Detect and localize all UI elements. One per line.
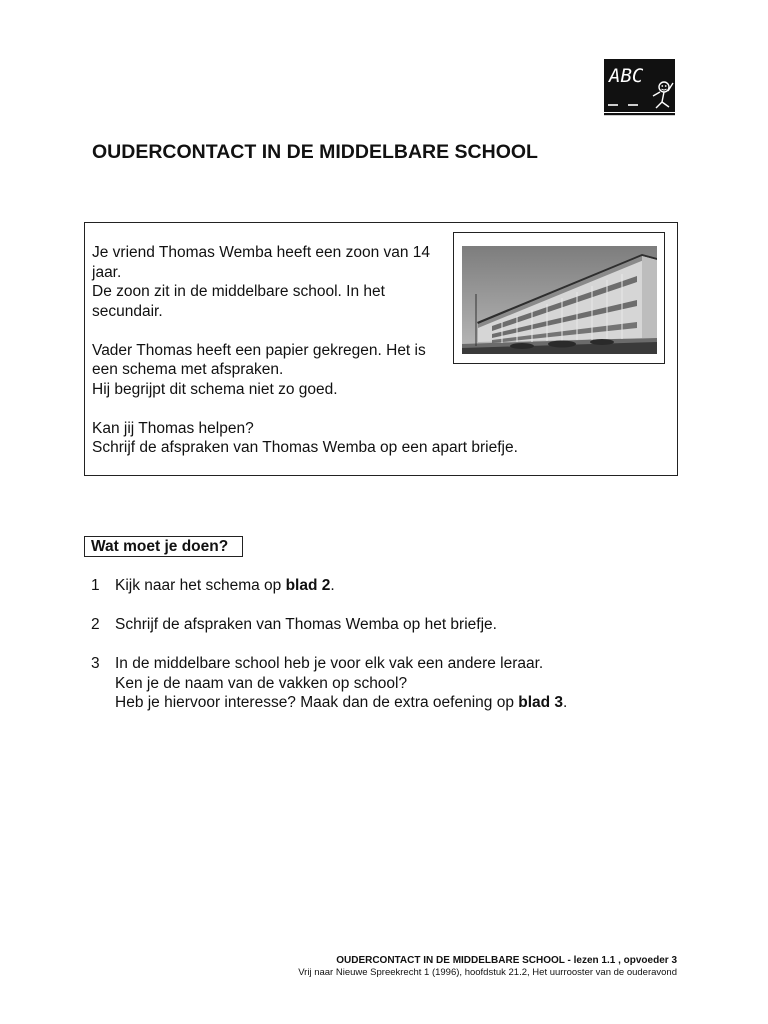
task-heading: Wat moet je doen? [84,536,243,557]
intro-line: Hij begrijpt dit schema niet zo goed. [92,380,338,398]
intro-line: Schrijf de afspraken van Thomas Wemba op een apart briefje. [92,439,518,456]
intro-line: Kan jij Thomas helpen? [92,419,254,437]
intro-text [92,243,518,458]
step-1 [91,576,567,596]
step-text: In de middelbare school heb je voor elk vak een andere leraar. [115,655,544,672]
intro-paragraph-2 [92,341,426,400]
abc-chalkboard-logo [604,59,675,117]
intro-line: Je vriend Thomas Wemba heeft een zoon van 14 [92,244,431,261]
step-number: 2 [91,616,100,633]
step-2 [91,615,567,635]
step-3 [91,654,567,713]
intro-box [84,222,678,476]
step-text: Ken je de naam van de vakken op school? [115,674,408,692]
school-building-photo [462,246,657,354]
step-text: Heb je hiervoor interesse? Maak dan de extra oefening op blad 3. [115,694,568,711]
footer-title: OUDERCONTACT IN DE MIDDELBARE SCHOOL - lezen 1.1 , opvoeder 3 [336,955,677,966]
step-number: 3 [91,655,100,672]
intro-line: een schema met afspraken. [92,361,284,378]
page-title: OUDERCONTACT IN DE MIDDELBARE SCHOOL [92,141,538,163]
footer-source: Vrij naar Nieuwe Spreekrecht 1 (1996), hoofdstuk 21.2, Het uurrooster van de ouderavond [298,967,677,978]
step-number: 1 [91,577,100,594]
intro-line: jaar. [92,263,122,281]
intro-line: De zoon zit in de middelbare school. In het [92,283,385,300]
intro-line: secundair. [92,302,163,320]
step-text: Kijk naar het schema op blad 2. [115,577,335,594]
school-photo-frame [453,232,665,364]
instruction-steps [91,576,567,732]
step-bold-ref: blad 2 [285,577,331,594]
step-text: Schrijf de afspraken van Thomas Wemba op het briefje. [115,616,497,633]
logo-text: ABC [609,65,644,87]
page-footer [298,955,677,978]
intro-paragraph-1 [92,243,431,321]
step-bold-ref: blad 3 [518,694,564,711]
intro-paragraph-3 [92,419,518,458]
intro-line: Vader Thomas heeft een papier gekregen. Het is [92,341,426,359]
